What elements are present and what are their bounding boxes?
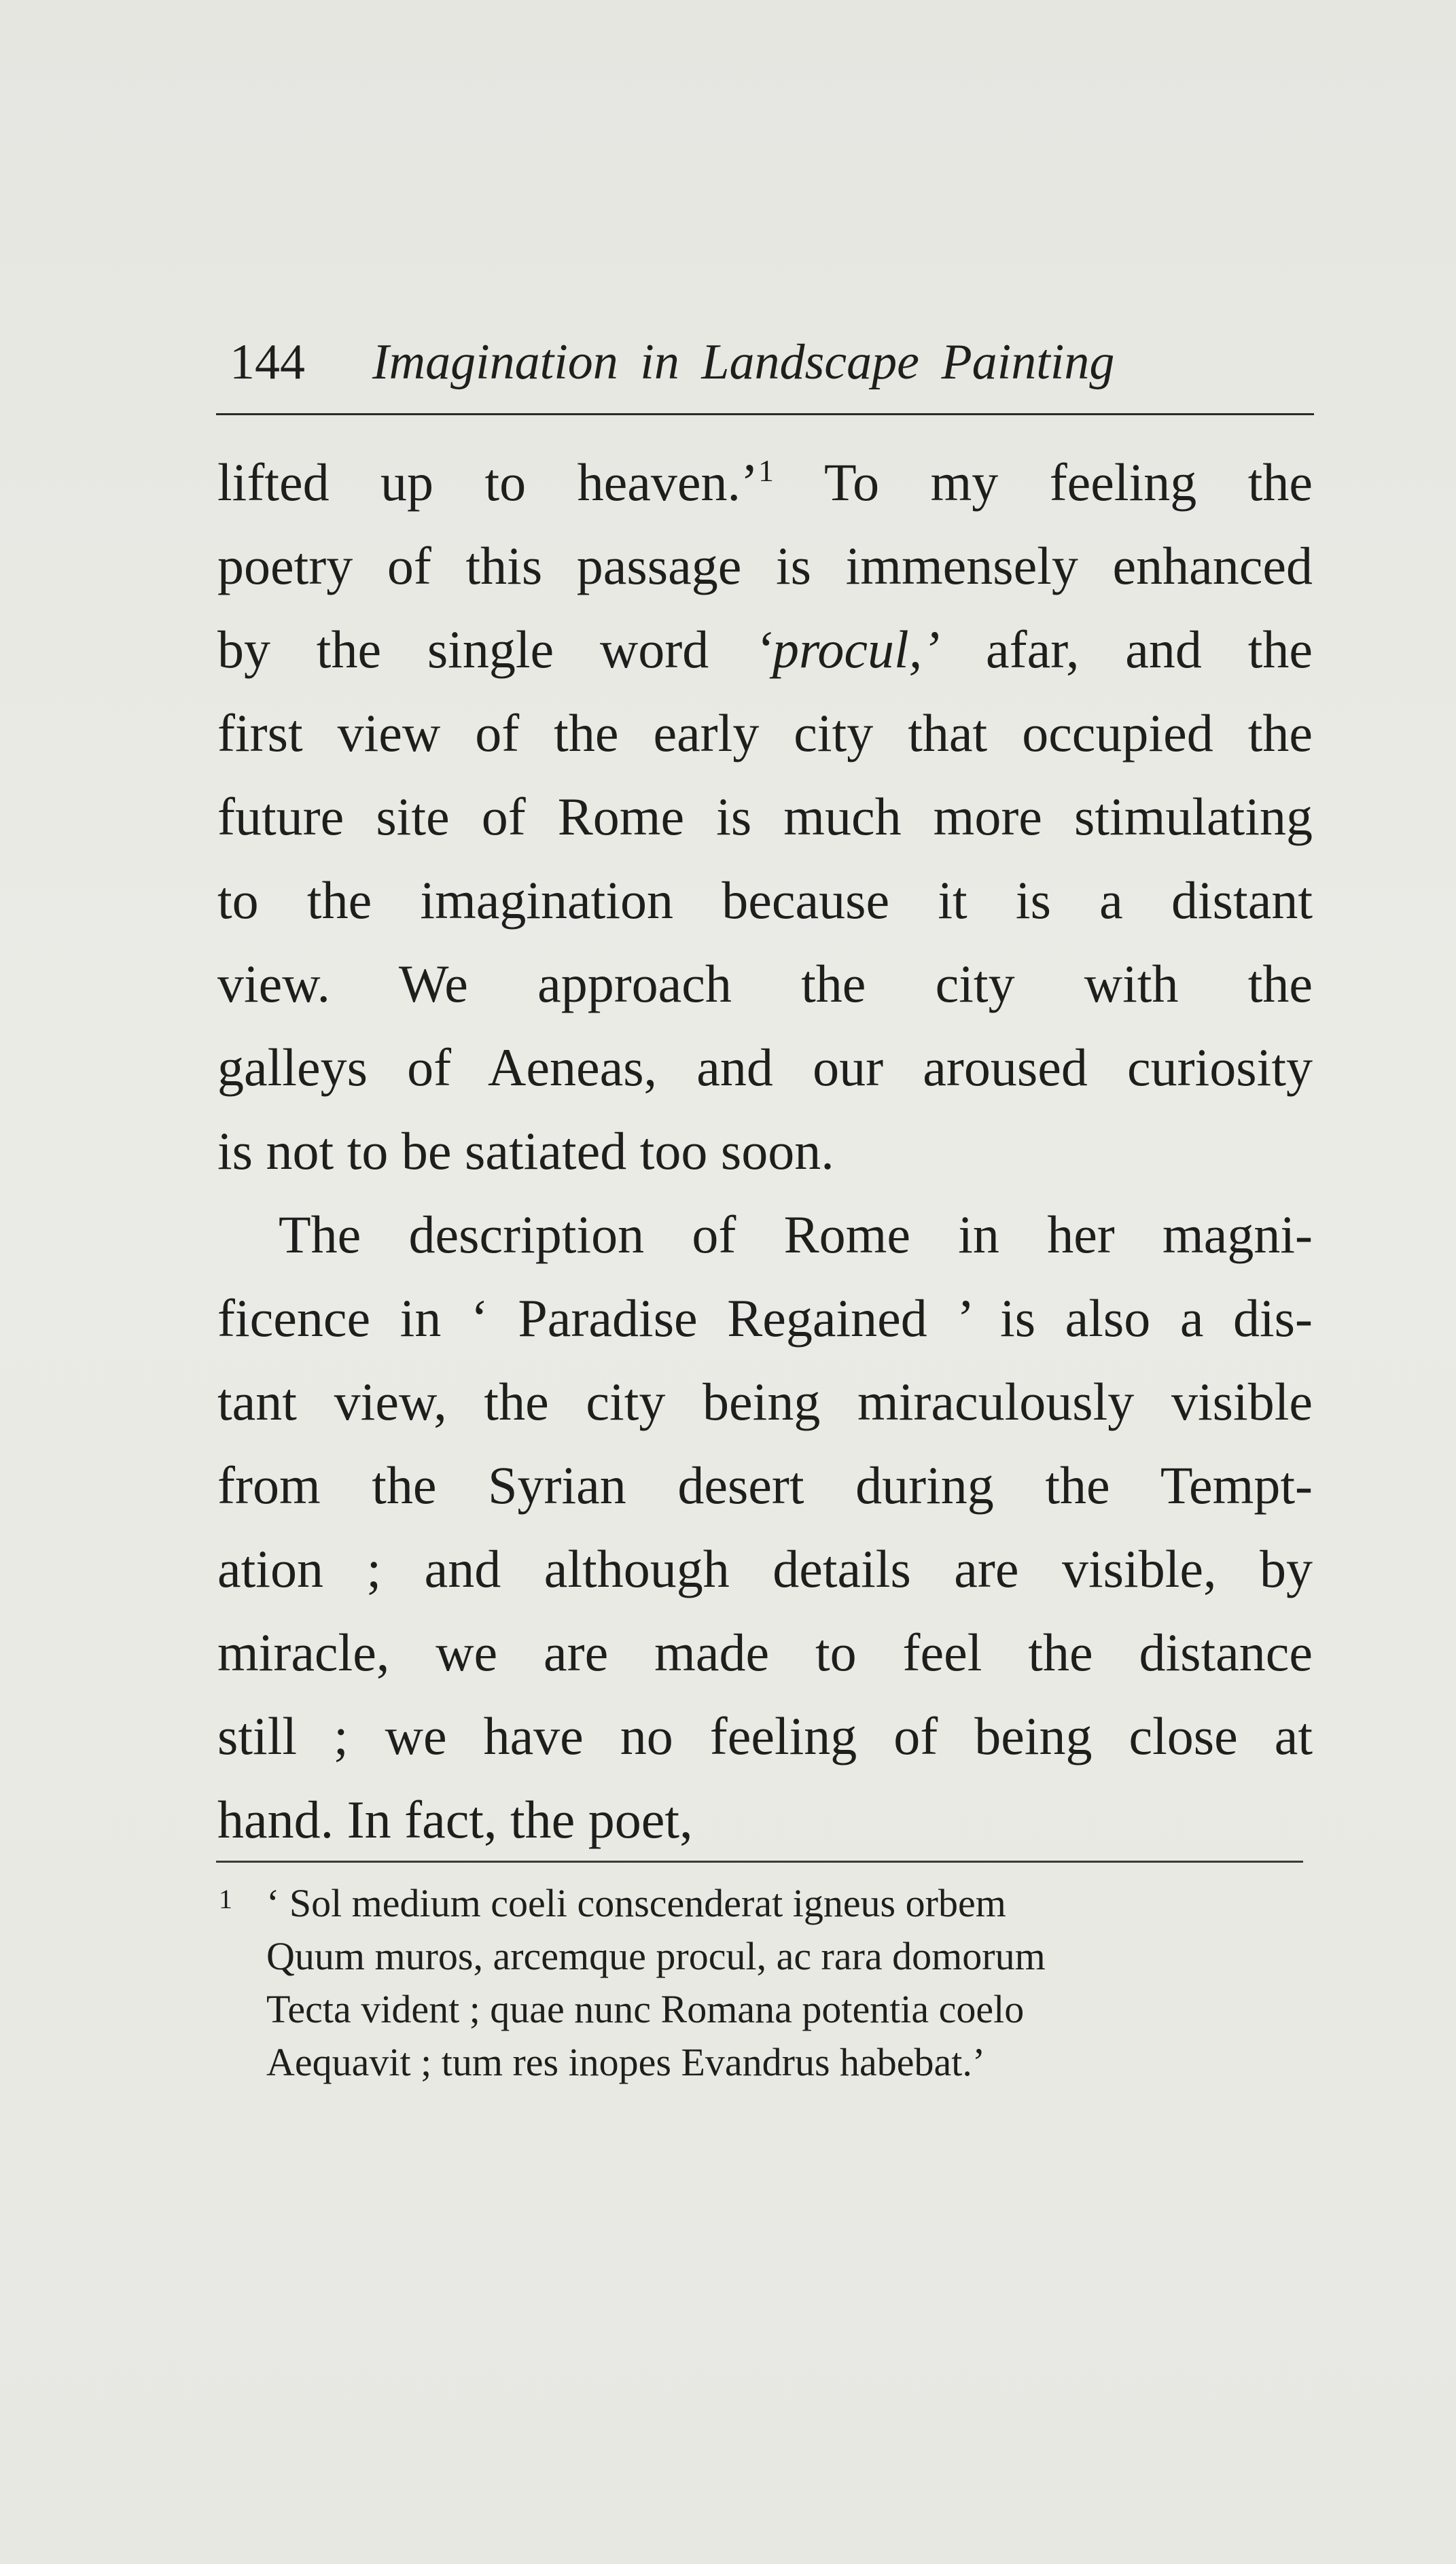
text-line: hand. In fact, the poet, (217, 1790, 693, 1849)
text-line: first view of the early city that occupied the (217, 703, 1313, 762)
text-line: from the Syrian desert during the Tempt- (217, 1456, 1313, 1515)
footnote-line: 1 ‘ Sol medium coeli conscenderat igneus orbem (219, 1877, 1306, 1930)
text-line: ation ; and although details are visible, by (217, 1539, 1313, 1598)
text-line: tant view, the city being miraculously visible (217, 1372, 1313, 1431)
text-line: lifted up to heaven.’$^1$ To my feeling the (217, 453, 1313, 512)
footnote-reference: 1 (758, 453, 774, 488)
footnote-line: Quum muros, arcemque procul, ac rara domorum (266, 1934, 1046, 1978)
text-line: future site of Rome is much more stimulating (217, 787, 1313, 846)
text-line: to the imagination because it is a distant (217, 871, 1313, 930)
text-line: galleys of Aeneas, and our aroused curiosity (217, 1038, 1313, 1097)
running-title: Imagination in Landscape Painting (372, 334, 1115, 390)
italic-word: ‘procul,’ (755, 620, 940, 679)
footnote-line: Tecta vident ; quae nunc Romana potentia coelo (266, 1987, 1025, 2031)
text-line: ficence in ‘ Paradise Regained ’ is also a dis- (217, 1288, 1313, 1348)
text-line: poetry of this passage is immensely enhanced (217, 536, 1313, 595)
page-number: 144 (230, 334, 305, 390)
header-rule (216, 413, 1314, 415)
text-line: is not to be satiated too soon. (217, 1121, 834, 1180)
body-text (217, 440, 1313, 1861)
text-line: miracle, we are made to feel the distance (217, 1623, 1313, 1682)
footnote-rule (216, 1861, 1303, 1863)
footnote-marker: 1 (219, 1884, 232, 1914)
running-head (230, 332, 1317, 393)
text-line: still ; we have no feeling of being close at (217, 1706, 1313, 1766)
footnote-line: Aequavit ; tum res inopes Evandrus habebat.’ (266, 2040, 986, 2084)
text-line: by the single word ‘procul,’ afar, and the (217, 620, 1313, 679)
text-line: view. We approach the city with the (217, 954, 1313, 1013)
footnote (219, 1877, 1306, 2089)
paragraph-start-line: The description of Rome in her magni- (279, 1205, 1313, 1264)
